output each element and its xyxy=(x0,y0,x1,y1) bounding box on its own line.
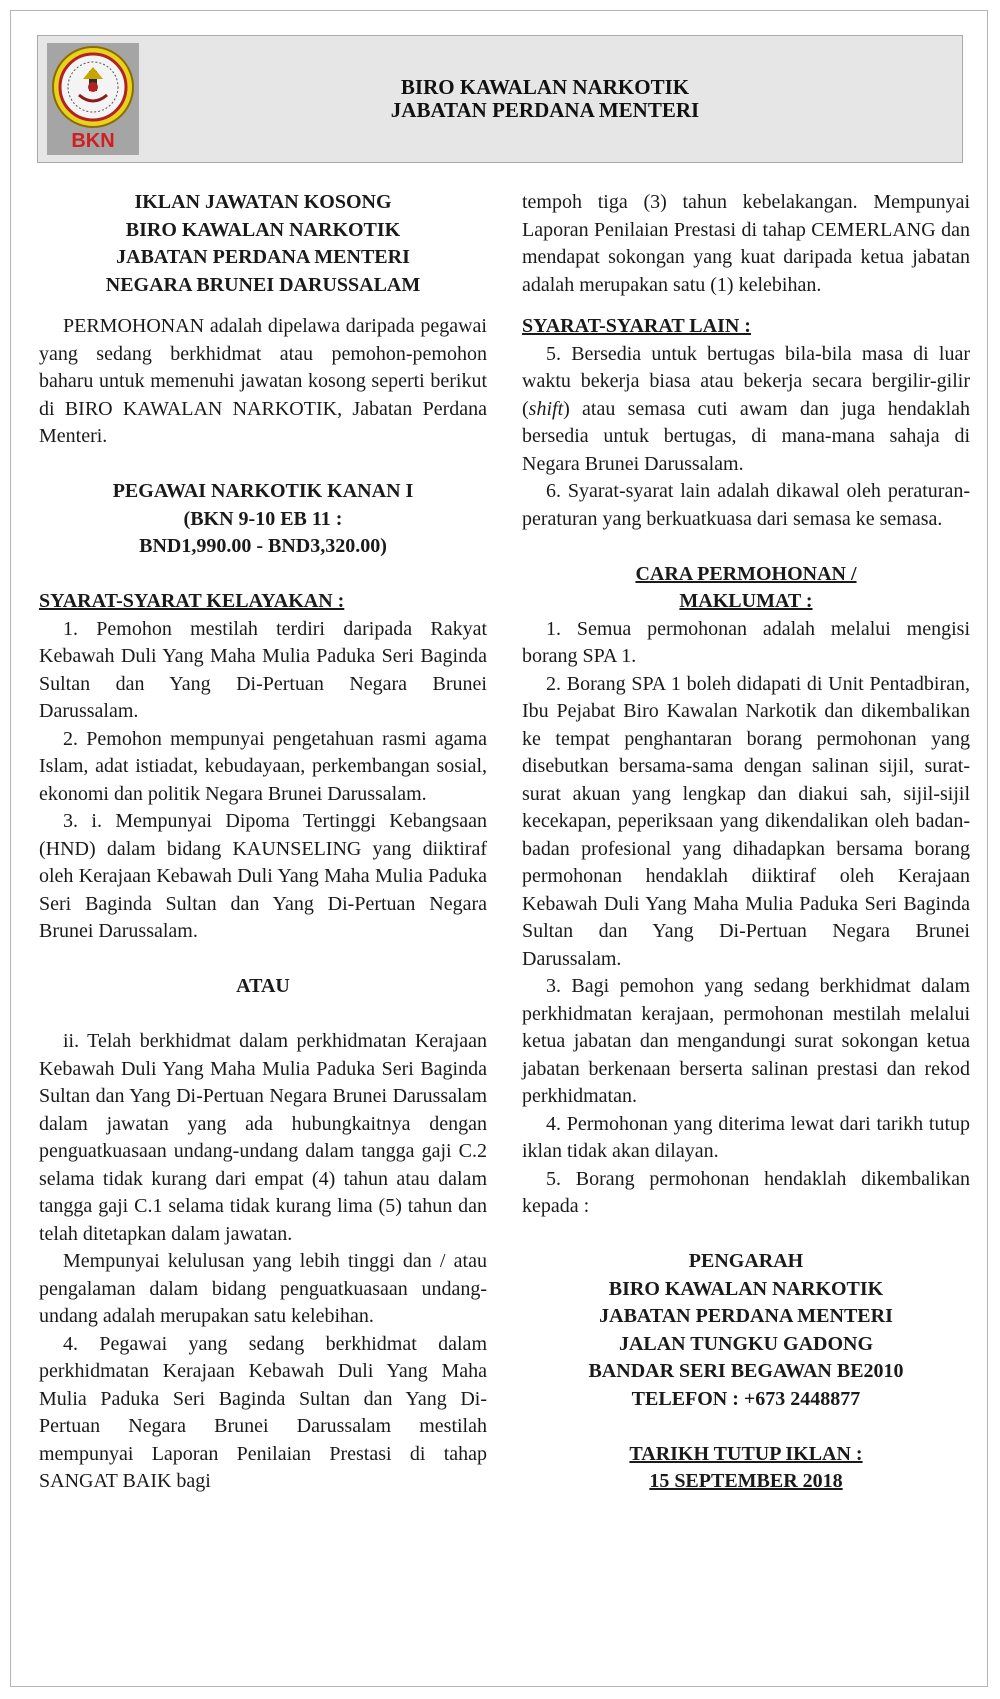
organisation-name xyxy=(148,76,942,122)
application-item-5: 5. Borang permohonan hendaklah dikembalikan kepada : xyxy=(522,1167,970,1217)
telephone-line: TELEFON : +673 2448877 xyxy=(631,1387,861,1410)
address-line: PENGARAH xyxy=(688,1250,804,1272)
title-line: JABATAN PERDANA MENTERI xyxy=(116,246,410,268)
item5-shift: shift xyxy=(528,397,564,420)
address-line: BIRO KAWALAN NARKOTIK xyxy=(608,1277,884,1300)
position-title xyxy=(39,478,487,561)
ad-title xyxy=(39,189,487,299)
application-heading-line: CARA PERMOHONAN / xyxy=(635,562,857,585)
eligibility-item-3-extra: Mempunyai kelulusan yang lebih tinggi dan / atau pengalaman dalam bidang penguatkuasaan undang-undang adalah merupakan satu kelebihan. xyxy=(39,1250,487,1327)
application-item-3: 3. Bagi pemohon yang sedang berkhidmat dalam perkhidmatan kerajaan, permohonan mestilah melalui ketua jabatan dan mengandungi surat sokongan ketua jabatan berkenaan berserta salinan prestasi dan rekod perkhidmatan. xyxy=(522,975,970,1107)
address-line: JALAN TUNGKU GADONG xyxy=(618,1332,874,1355)
title-line: IKLAN JAWATAN KOSONG xyxy=(134,191,392,213)
return-address xyxy=(522,1248,970,1413)
title-line: NEGARA BRUNEI DARUSSALAM xyxy=(105,273,421,296)
eligibility-item-1: 1. Pemohon mestilah terdiri daripada Rakyat Kebawah Duli Yang Maha Mulia Paduka Seri Baginda Sultan dan Yang Di-Pertuan Negara Brunei Darussalam. xyxy=(39,617,487,722)
closing-date-label: TARIKH TUTUP IKLAN : xyxy=(629,1442,863,1465)
eligibility-item-3ii: ii. Telah berkhidmat dalam perkhidmatan Kerajaan Kebawah Duli Yang Maha Mulia Paduka Seri Baginda Sultan dan Yang Di-Pertuan Negara Brunei Darussalam dalam jawatan yang ada hubungkaitnya dengan penguatkuasaan undang-undang dalam tangga gaji C.2 selama tidak kurang dari empat (4) tahun atau dalam tangga gaji C.1 selama tidak kurang lima (5) tahun dan telah ditetapkan dalam jawatan. xyxy=(39,1030,487,1245)
position-line: (BKN 9-10 EB 11 : xyxy=(183,507,343,530)
requirement-item-5 xyxy=(522,341,970,479)
eligibility-item-4-part1: 4. Pegawai yang sedang berkhidmat dalam perkhidmatan Kerajaan Kebawah Duli Yang Maha Mulia Paduka Seri Baginda Sultan dan Yang Di-Pertuan Negara Brunei Darussalam mestilah mempunyai Laporan Penilaian Prestasi di tahap SANGAT BAIK bagi xyxy=(39,1332,487,1492)
other-requirements-heading: SYARAT-SYARAT LAIN : xyxy=(522,315,751,337)
item5-text: 5. Bersedia untuk bertugas bila-bila masa di luar waktu bekerja biasa atau bekerja secara bergilir-gilir ( xyxy=(522,342,970,420)
eligibility-heading: SYARAT-SYARAT KELAYAKAN : xyxy=(39,590,345,612)
closing-date-value: 15 SEPTEMBER 2018 xyxy=(649,1470,843,1492)
title-line: BIRO KAWALAN NARKOTIK xyxy=(125,218,401,241)
right-column xyxy=(522,189,970,1496)
bkn-logo xyxy=(47,43,139,155)
eligibility-item-4-part2: tempoh tiga (3) tahun kebelakangan. Mempunyai Laporan Penilaian Prestasi di tahap CEMERLANG dan mendapat sokongan yang kuat daripada ketua jabatan adalah merupakan satu (1) kelebihan. xyxy=(522,191,970,296)
closing-date xyxy=(522,1441,970,1496)
left-column xyxy=(39,189,487,1496)
intro-paragraph: PERMOHONAN adalah dipelawa daripada pegawai yang sedang berkhidmat atau pemohon-pemohon baharu untuk memenuhi jawatan kosong seperti berikut di BIRO KAWALAN NARKOTIK, Jabatan Perdana Menteri. xyxy=(39,315,487,447)
eligibility-item-2: 2. Pemohon mempunyai pengetahuan rasmi agama Islam, adat istiadat, kebudayaan, perkembangan sosial, ekonomi dan politik Negara Brunei Darussalam. xyxy=(39,727,487,805)
application-item-2: 2. Borang SPA 1 boleh didapati di Unit Pentadbiran, Ibu Pejabat Biro Kawalan Narkotik dan dikembalikan ke tempat penghantaran borang permohonan yang disebutkan bersama-sama dengan salinan sijil, surat-surat akuan yang lengkap dan diakui sah, sijil-sijil kecekapan, peperiksaan yang dikendalikan oleh badan- badan profesional yang dihadapkan bersama borang permohonan hendaklah diiktiraf oleh Kerajaan Kebawah Duli Yang Maha Mulia Paduka Seri Baginda Sultan dan Yang Di-Pertuan Negara Brunei Darussalam. xyxy=(522,672,970,970)
application-heading-line: MAKLUMAT : xyxy=(679,590,813,612)
position-line: BND1,990.00 - BND3,320.00) xyxy=(139,535,387,557)
application-heading xyxy=(522,561,970,616)
application-item-4: 4. Permohonan yang diterima lewat dari tarikh tutup iklan tidak akan dilayan. xyxy=(522,1112,970,1162)
application-item-1: 1. Semua permohonan adalah melalui mengisi borang SPA 1. xyxy=(522,617,970,667)
org-line-1: BIRO KAWALAN NARKOTIK xyxy=(400,75,690,99)
position-line: PEGAWAI NARKOTIK KANAN I xyxy=(112,480,414,502)
atau-heading: ATAU xyxy=(236,975,290,997)
address-line: BANDAR SERI BEGAWAN BE2010 xyxy=(588,1360,904,1382)
header-banner xyxy=(37,35,963,163)
org-line-2: JABATAN PERDANA MENTERI xyxy=(390,98,700,122)
bkn-emblem-icon xyxy=(47,43,139,155)
address-line: JABATAN PERDANA MENTERI xyxy=(599,1305,893,1327)
item5-text: ) atau semasa cuti awam dan juga hendaklah bersedia untuk bertugas, di mana-mana sahaja di Negara Brunei Darussalam. xyxy=(522,397,970,475)
advertisement-page xyxy=(10,10,988,1687)
requirement-item-6: 6. Syarat-syarat lain adalah dikawal oleh peraturan- peraturan yang berkuatkuasa dari semasa ke semasa. xyxy=(522,480,970,530)
eligibility-item-3i: 3. i. Mempunyai Dipoma Tertinggi Kebangsaan (HND) dalam bidang KAUNSELING yang diiktiraf oleh Kerajaan Kebawah Duli Yang Maha Mulia Paduka Seri Baginda Sultan dan Yang Di-Pertuan Negara Brunei Darussalam. xyxy=(39,810,487,942)
logo-text: BKN xyxy=(71,130,115,152)
